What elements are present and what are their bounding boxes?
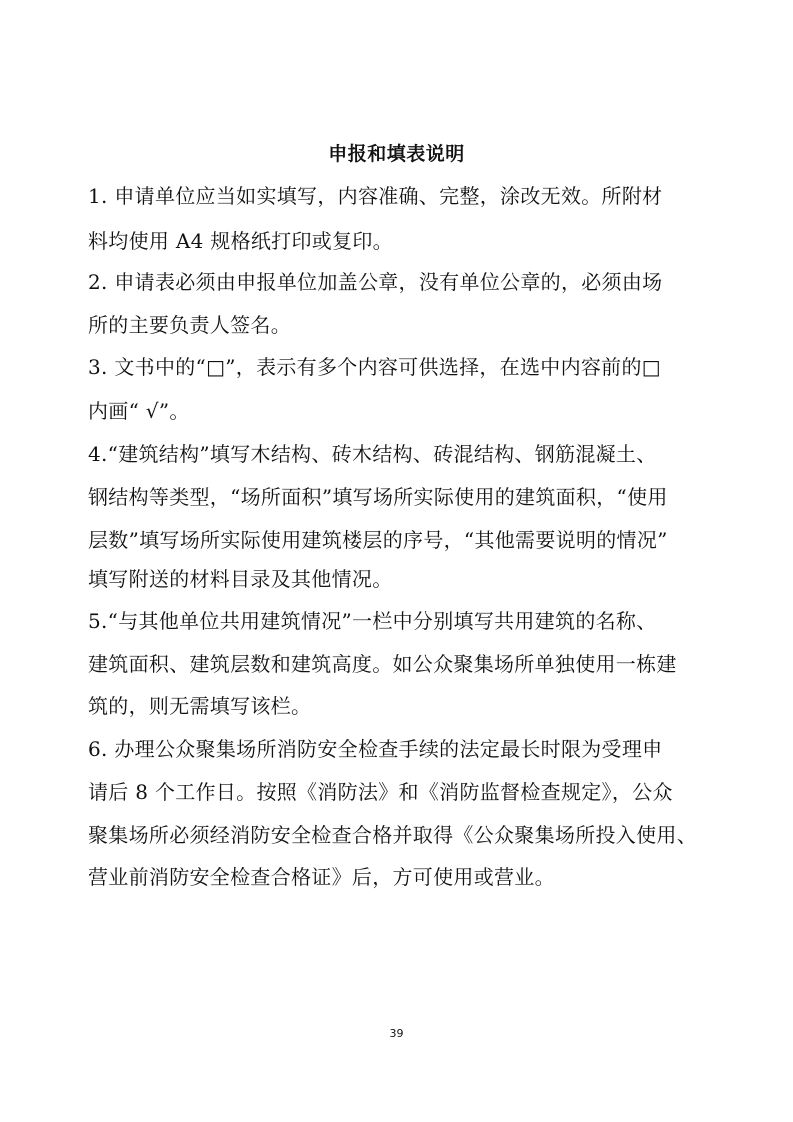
paragraph-5-line-3: 筑的，则无需填写该栏。: [88, 694, 312, 718]
paragraph-4-line-2: 钢结构等类型，“场所面积”填写场所实际使用的建筑面积，“使用: [88, 485, 668, 509]
page-title: 申报和填表说明: [328, 143, 465, 165]
paragraph-1-line-1: 1. 申请单位应当如实填写，内容准确、完整，涂改无效。所附材: [88, 184, 663, 208]
paragraph-2-line-1: 2. 申请表必须由申报单位加盖公章，没有单位公章的，必须由场: [88, 270, 663, 294]
paragraph-1-line-2: 料均使用 A4 规格纸打印或复印。: [88, 229, 393, 253]
paragraph-2-line-2: 所的主要负责人签名。: [88, 313, 291, 337]
paragraph-4-line-4: 填写附送的材料目录及其他情况。: [88, 567, 393, 591]
paragraph-5-line-1: 5.“与其他单位共用建筑情况”一栏中分别填写共用建筑的名称、: [88, 609, 657, 633]
paragraph-3-line-1: 3. 文书中的“□”，表示有多个内容可供选择，在选中内容前的□: [88, 355, 661, 379]
paragraph-6-line-3: 聚集场所必须经消防安全检查合格并取得《公众聚集场所投入使用、: [88, 823, 697, 847]
paragraph-4-line-1: 4.“建筑结构”填写木结构、砖木结构、砖混结构、钢筋混凝土、: [88, 442, 657, 466]
paragraph-6-line-1: 6. 办理公众聚集场所消防安全检查手续的法定最长时限为受理申: [88, 737, 663, 761]
paragraph-5-line-2: 建筑面积、建筑层数和建筑高度。如公众聚集场所单独使用一栋建: [88, 652, 677, 676]
page-number: 39: [389, 1027, 404, 1040]
paragraph-4-line-3: 层数”填写场所实际使用建筑楼层的序号，“其他需要说明的情况”: [88, 528, 668, 552]
paragraph-6-line-4: 营业前消防安全检查合格证》后，方可使用或营业。: [88, 865, 555, 889]
paragraph-3-line-2: 内画“ √”。: [88, 399, 190, 423]
paragraph-6-line-2: 请后 8 个工作日。按照《消防法》和《消防监督检查规定》，公众: [88, 780, 673, 804]
